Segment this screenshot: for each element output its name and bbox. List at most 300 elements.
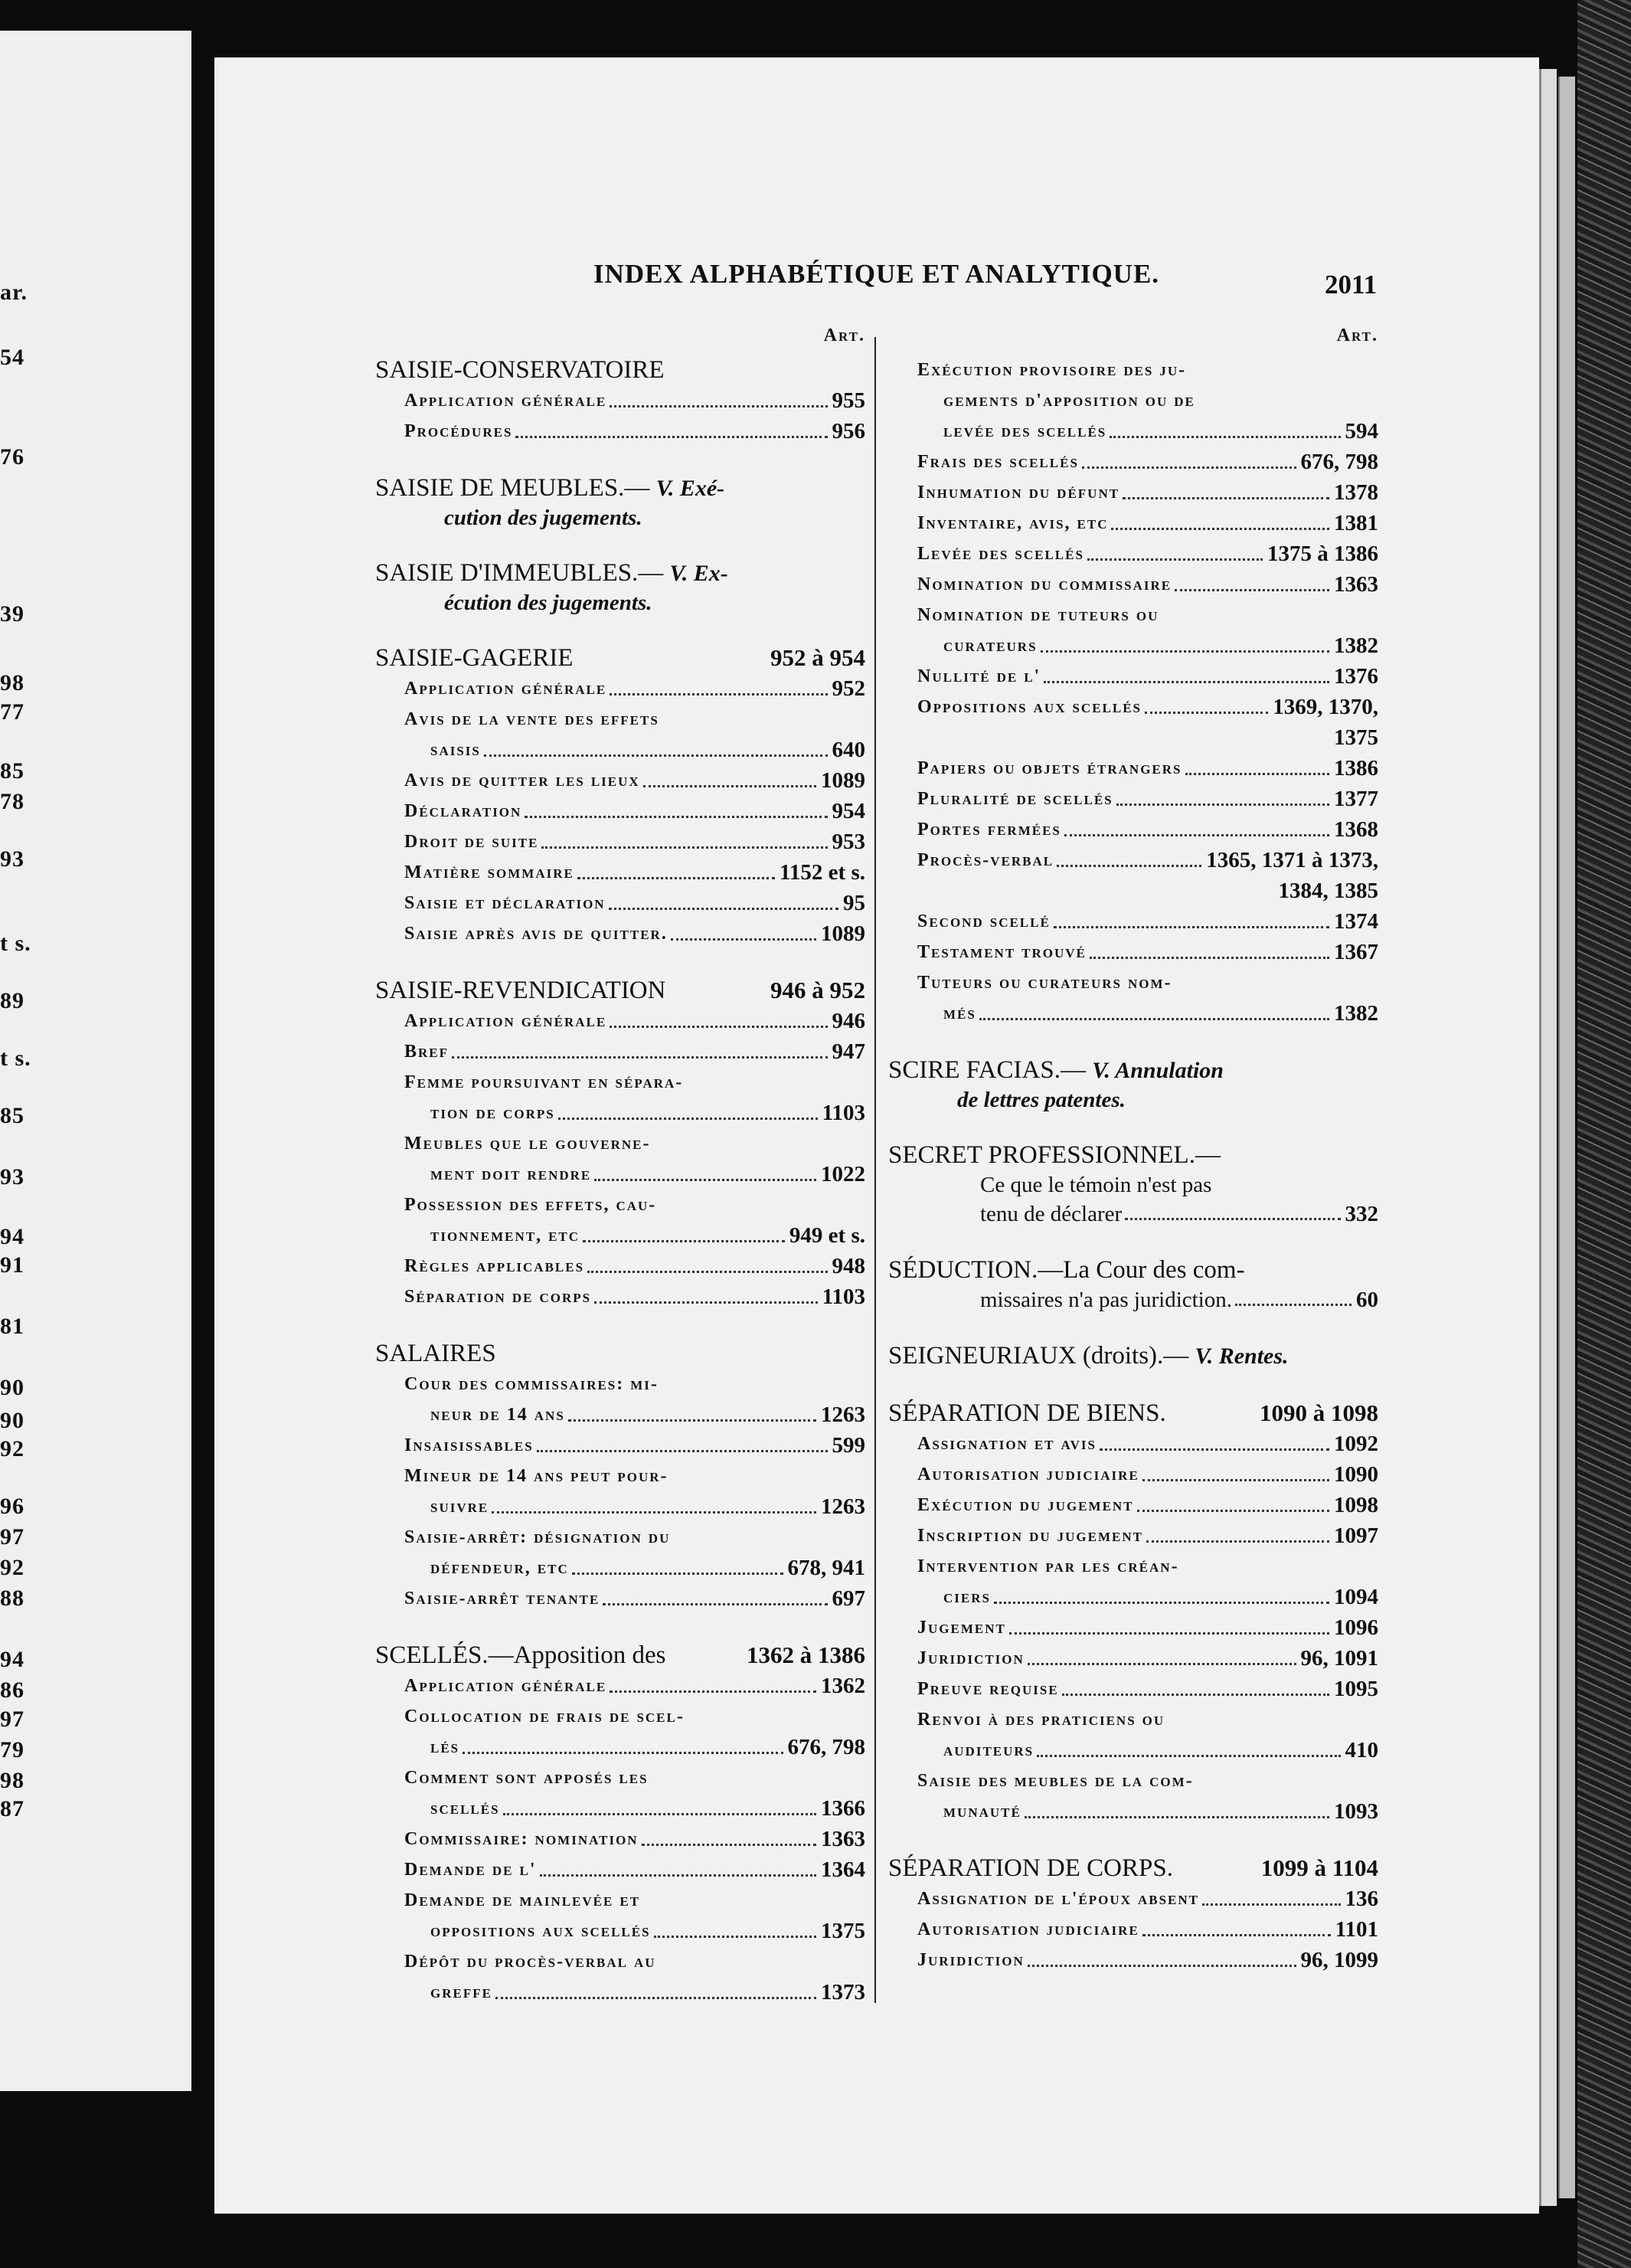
subentry <box>375 1036 865 1067</box>
index-entry <box>888 1140 1378 1229</box>
leader-dots <box>1057 865 1201 867</box>
subentry-label: Saisie-arrêt tenante <box>404 1589 600 1609</box>
leader-dots <box>610 1690 816 1693</box>
left-page-fragment: 96 <box>0 1494 25 1519</box>
subentry <box>888 1735 1378 1766</box>
cross-reference: V. Exé- <box>655 476 725 501</box>
subentry-label: Possession des effets, cau- <box>404 1195 657 1215</box>
subentry-label: Application générale <box>404 1676 607 1696</box>
subentry <box>888 937 1378 967</box>
article-number: 1363 <box>821 1827 865 1851</box>
entry-heading-text: SAISIE D'IMMEUBLES.— <box>375 559 664 587</box>
article-number: 1263 <box>821 1402 865 1427</box>
entry-heading <box>888 1255 1378 1285</box>
index-entry <box>888 355 1378 1029</box>
leader-dots <box>671 938 816 941</box>
subentry <box>375 1006 865 1036</box>
leader-dots <box>594 1179 816 1181</box>
left-page-fragment: 79 <box>0 1737 25 1762</box>
left-page-fragment: 76 <box>0 444 25 470</box>
subentry <box>888 845 1378 875</box>
article-number: 1022 <box>821 1162 865 1186</box>
subentry-label: Inscription du jugement <box>917 1526 1143 1546</box>
article-number: 1103 <box>822 1285 865 1309</box>
article-number: 1382 <box>1334 1001 1378 1026</box>
subentry-label: Exécution provisoire des ju- <box>917 360 1187 380</box>
leader-dots <box>610 405 827 407</box>
subentry-label: Tuteurs ou curateurs nom- <box>917 973 1172 993</box>
index-entry <box>888 1853 1378 1975</box>
subentry-label: Papiers ou objets étrangers <box>917 758 1182 778</box>
leader-dots <box>484 754 828 757</box>
subentry <box>375 1701 865 1732</box>
article-number: 594 <box>1345 419 1378 443</box>
leader-dots <box>594 1301 818 1304</box>
subentry <box>888 661 1378 692</box>
subentry-label: Pluralité de scellés <box>917 789 1113 809</box>
subentry-label: Commissaire: nomination <box>404 1829 639 1849</box>
index-entry <box>375 1338 865 1614</box>
article-number: 1095 <box>1334 1677 1378 1701</box>
subentry-label: Comment sont apposés les <box>404 1768 649 1788</box>
subentry <box>375 1977 865 2008</box>
article-number: 949 et s. <box>789 1223 865 1248</box>
leader-dots <box>1028 1965 1296 1967</box>
subentry-label: Levée des scellés <box>917 544 1084 564</box>
article-number: 697 <box>832 1586 865 1611</box>
subentry <box>375 765 865 796</box>
subentry <box>375 1098 865 1128</box>
subentry <box>888 1914 1378 1945</box>
left-page-fragment: 98 <box>0 670 25 695</box>
subentry <box>888 569 1378 600</box>
subentry-label: Renvoi à des praticiens ou <box>917 1710 1165 1730</box>
subentry <box>375 673 865 704</box>
subentry-label: Preuve requise <box>917 1679 1059 1699</box>
article-number: 1368 <box>1334 817 1378 842</box>
subentry <box>375 918 865 949</box>
subentry <box>888 967 1378 998</box>
subentry <box>888 1674 1378 1704</box>
subentry <box>375 1583 865 1614</box>
entry-article-range: 952 à 954 <box>770 644 865 671</box>
subentry <box>888 784 1378 814</box>
article-number: 1093 <box>1334 1799 1378 1824</box>
cross-reference: V. Ex- <box>669 561 728 586</box>
leader-dots <box>587 1271 827 1273</box>
subentry-label: Inventaire, avis, etc <box>917 513 1109 533</box>
leader-dots <box>1142 1934 1331 1936</box>
article-number: 955 <box>832 388 865 413</box>
subentry-label: greffe <box>430 1982 492 2002</box>
subentry <box>375 1128 865 1159</box>
subentry <box>375 1461 865 1491</box>
leader-dots <box>1025 1816 1329 1818</box>
left-page-fragment: 77 <box>0 699 25 725</box>
subentry <box>375 1067 865 1098</box>
subentry <box>375 704 865 735</box>
subentry-label: Demande de mainlevée et <box>404 1890 641 1910</box>
article-number: 1375 <box>821 1919 865 1943</box>
subentry <box>375 826 865 857</box>
leader-dots <box>452 1056 827 1059</box>
entry-heading-text: SALAIRES <box>375 1340 496 1367</box>
leader-dots <box>1082 466 1296 469</box>
index-entry <box>375 975 865 1312</box>
left-page-fragment: 94 <box>0 1647 25 1672</box>
subentry <box>375 888 865 918</box>
subentry-label: Meubles que le gouverne- <box>404 1134 651 1154</box>
entry-heading-text: SAISIE DE MEUBLES.— <box>375 474 650 502</box>
subentry-label: Avis de quitter les lieux <box>404 771 640 790</box>
subentry <box>375 1399 865 1430</box>
leader-dots <box>642 1844 816 1846</box>
subentry <box>888 814 1378 845</box>
subentry-label: scellés <box>430 1798 500 1818</box>
leader-dots <box>1116 803 1329 806</box>
subentry-label: Nomination de tuteurs ou <box>917 605 1159 625</box>
left-page-fragment: 90 <box>0 1408 25 1433</box>
leader-dots <box>1028 1663 1296 1665</box>
subentry-label: Juridiction <box>917 1648 1025 1668</box>
article-number: 1364 <box>821 1857 865 1882</box>
subentry-label: ciers <box>943 1587 991 1607</box>
leader-dots <box>1054 926 1329 928</box>
subentry <box>375 1793 865 1824</box>
leader-dots <box>515 436 827 438</box>
left-page-fragment: 54 <box>0 345 25 370</box>
article-number: 953 <box>832 830 865 854</box>
subentry <box>375 1491 865 1522</box>
entry-article-range: 1362 à 1386 <box>747 1641 865 1668</box>
article-number: 1089 <box>821 921 865 946</box>
leader-dots <box>558 1118 818 1120</box>
leader-dots <box>1009 1632 1329 1635</box>
leader-dots <box>1142 1479 1329 1481</box>
leader-dots <box>1111 528 1329 530</box>
subentry <box>888 998 1378 1029</box>
subentry <box>888 416 1378 447</box>
subentry-label: Assignation de l'époux absent <box>917 1889 1199 1909</box>
leader-dots <box>1062 1694 1329 1696</box>
index-column-left <box>375 326 865 2034</box>
article-number: 1375 à 1386 <box>1267 542 1378 566</box>
left-page-fragment: 81 <box>0 1314 25 1339</box>
article-number: 1369, 1370, <box>1273 695 1378 719</box>
subentry-label: Déclaration <box>404 801 522 821</box>
leader-dots <box>994 1602 1329 1604</box>
subentry-label: Inhumation du défunt <box>917 483 1120 502</box>
article-number: 1376 <box>1334 664 1378 689</box>
leader-dots <box>568 1419 816 1422</box>
running-title: INDEX ALPHABÉTIQUE ET ANALYTIQUE. <box>593 259 1160 289</box>
subentry-label: Application générale <box>404 679 607 699</box>
leader-dots <box>1110 436 1340 438</box>
subentry-label: Collocation de frais de scel- <box>404 1707 685 1726</box>
subentry-label: Mineur de 14 ans peut pour- <box>404 1466 668 1486</box>
leader-dots <box>1044 681 1329 683</box>
subentry <box>375 1824 865 1854</box>
entry-heading-text: SEIGNEURIAUX (droits).— <box>888 1342 1189 1370</box>
leader-dots <box>1175 589 1329 591</box>
entry-heading-text: SAISIE-GAGERIE <box>375 644 574 672</box>
subentry <box>888 1796 1378 1827</box>
subentry <box>375 385 865 416</box>
index-column-right <box>888 326 1378 2001</box>
entry-heading <box>375 643 865 673</box>
subentry-label: Bref <box>404 1042 449 1062</box>
subentry <box>888 477 1378 508</box>
subentry-text <box>888 1199 1378 1229</box>
article-number: 678, 941 <box>787 1556 865 1580</box>
subentry-label: défendeur, etc <box>430 1558 569 1578</box>
subentry <box>888 1612 1378 1643</box>
subentry-label: Insaisissables <box>404 1435 534 1455</box>
article-number: 1375 <box>1334 725 1378 750</box>
subentry <box>888 508 1378 538</box>
left-page-fragment: 87 <box>0 1796 25 1821</box>
article-number: 676, 798 <box>1300 450 1378 474</box>
article-number: 1374 <box>1334 909 1378 934</box>
article-number: 956 <box>832 419 865 443</box>
subentry-label: Juridiction <box>917 1950 1025 1970</box>
subentry-label: neur de 14 ans <box>430 1405 565 1425</box>
left-page-fragment: ar. <box>0 280 28 305</box>
article-number: 1103 <box>822 1101 865 1125</box>
subentry-label: Portes fermées <box>917 820 1061 839</box>
entry-heading-text: SCELLÉS.—Apposition des <box>375 1641 666 1669</box>
subentry-label: oppositions aux scellés <box>430 1921 651 1941</box>
leader-dots <box>1064 834 1329 836</box>
subentry-label: ment doit rendre <box>430 1164 592 1184</box>
subentry-label: Frais des scellés <box>917 452 1079 472</box>
subentry <box>888 600 1378 630</box>
article-number: 640 <box>832 738 865 762</box>
left-page-fragment: 98 <box>0 1768 25 1793</box>
subentry <box>375 416 865 447</box>
subentry-label: saisis <box>430 740 481 760</box>
subentry-label: Saisie et déclaration <box>404 893 606 913</box>
article-number: 1386 <box>1334 756 1378 781</box>
article-number: 1152 et s. <box>780 860 865 885</box>
subentry <box>375 1946 865 1977</box>
subentry <box>888 692 1378 722</box>
article-number: 948 <box>832 1254 865 1278</box>
article-number: 60 <box>1356 1288 1378 1312</box>
entry-heading-text: SÉPARATION DE CORPS. <box>888 1854 1173 1882</box>
index-entry <box>375 643 865 949</box>
column-divider <box>874 337 876 2003</box>
entry-heading <box>888 1398 1378 1429</box>
left-page-fragment: 89 <box>0 988 25 1013</box>
left-page-fragment: 97 <box>0 1524 25 1550</box>
leader-dots <box>495 1997 816 1999</box>
subentry <box>375 1190 865 1220</box>
cross-reference-cont: de lettres patentes. <box>957 1088 1126 1112</box>
subentry <box>375 1522 865 1553</box>
article-number: 1381 <box>1334 511 1378 535</box>
subentry-label: Second scellé <box>917 911 1051 931</box>
article-number: 96, 1091 <box>1300 1646 1378 1671</box>
subentry <box>375 735 865 765</box>
subentry-label: Matière sommaire <box>404 862 574 882</box>
leader-dots <box>610 693 827 695</box>
subentry <box>888 1582 1378 1612</box>
left-page-fragment: 92 <box>0 1555 25 1580</box>
cross-reference: V. Annulation <box>1092 1058 1224 1083</box>
entry-article-range: 946 à 952 <box>770 977 865 1003</box>
leader-dots <box>1123 497 1329 499</box>
article-number: 1363 <box>1334 572 1378 597</box>
subentry-label: Jugement <box>917 1618 1006 1638</box>
subentry <box>888 355 1378 385</box>
subentry <box>375 1732 865 1762</box>
page-edge <box>1539 69 1557 2206</box>
index-entry <box>375 1640 865 2008</box>
leader-dots <box>541 846 827 849</box>
entry-heading <box>375 975 865 1006</box>
entry-list <box>888 355 1378 1975</box>
leader-dots <box>583 1240 785 1242</box>
article-number: 1362 <box>821 1674 865 1698</box>
leader-dots <box>525 816 827 818</box>
article-column-label: Art. <box>823 326 865 345</box>
subentry <box>375 1671 865 1701</box>
subentry-label: missaires n'a pas juridiction. <box>980 1288 1232 1312</box>
subentry <box>888 1520 1378 1551</box>
subentry-label: Saisie des meubles de la com- <box>917 1771 1194 1791</box>
leader-dots <box>1087 558 1263 561</box>
article-number: 410 <box>1345 1738 1378 1762</box>
article-number: 952 <box>832 676 865 701</box>
subentry <box>888 1490 1378 1520</box>
left-page-fragment: 97 <box>0 1707 25 1732</box>
article-number: 1365, 1371 à 1373, <box>1206 848 1378 872</box>
left-page-fragment: 78 <box>0 789 25 814</box>
entry-article-range: 1099 à 1104 <box>1260 1854 1378 1881</box>
article-number: 1097 <box>1334 1523 1378 1548</box>
subentry-label: Nomination du commissaire <box>917 574 1172 594</box>
article-number: 946 <box>832 1009 865 1033</box>
subentry <box>888 447 1378 477</box>
cross-reference-cont: écution des jugements. <box>444 591 652 615</box>
leader-dots <box>603 1603 827 1605</box>
subentry-label: Application générale <box>404 391 607 411</box>
article-number: 947 <box>832 1039 865 1064</box>
subentry-label: curateurs <box>943 636 1038 656</box>
subentry-label: Dépôt du procès-verbal au <box>404 1952 656 1972</box>
entry-heading <box>888 1140 1378 1170</box>
subentry-label: Autorisation judiciaire <box>917 1465 1139 1484</box>
article-number: 954 <box>832 799 865 823</box>
entry-heading <box>375 1338 865 1369</box>
subentry <box>888 1459 1378 1490</box>
leader-dots <box>610 1026 827 1028</box>
article-number: 1367 <box>1334 940 1378 964</box>
article-number: 1377 <box>1334 787 1378 811</box>
subentry-label: Règles applicables <box>404 1256 585 1276</box>
marbled-endpaper <box>1577 0 1631 2268</box>
subentry <box>888 1704 1378 1735</box>
article-number: 1263 <box>821 1494 865 1519</box>
left-page-fragment: 86 <box>0 1677 25 1703</box>
leader-dots <box>1235 1304 1352 1306</box>
left-page-fragment: 90 <box>0 1375 25 1400</box>
subentry-label: Avis de la vente des effets <box>404 709 659 729</box>
subentry-label: munauté <box>943 1802 1021 1821</box>
subentry <box>888 630 1378 661</box>
leader-dots <box>462 1752 783 1754</box>
subentry-label: tionnement, etc <box>430 1226 580 1245</box>
subentry <box>888 722 1378 753</box>
leader-dots <box>577 877 775 879</box>
subentry <box>888 875 1378 906</box>
entry-article-range: 1090 à 1098 <box>1260 1399 1378 1426</box>
article-number: 1098 <box>1334 1493 1378 1517</box>
adjacent-left-page <box>0 31 191 2091</box>
leader-dots <box>540 1874 816 1877</box>
leader-dots <box>1145 712 1268 714</box>
subentry-label: Nullité de l' <box>917 666 1041 686</box>
index-entry <box>888 1055 1378 1114</box>
leader-dots <box>572 1573 783 1575</box>
article-number: 1096 <box>1334 1615 1378 1640</box>
article-number: 1092 <box>1334 1432 1378 1456</box>
subentry <box>375 1251 865 1281</box>
leader-dots <box>1125 1218 1340 1220</box>
subentry <box>888 1766 1378 1796</box>
subentry <box>888 1643 1378 1674</box>
left-page-fragment: 85 <box>0 1103 25 1128</box>
cross-reference: V. Rentes. <box>1195 1343 1289 1369</box>
subentry-label: Femme poursuivant en sépara- <box>404 1072 684 1092</box>
subentry <box>375 1220 865 1251</box>
article-number: 599 <box>832 1433 865 1458</box>
cross-reference-cont: cution des jugements. <box>444 506 642 530</box>
left-page-fragment: 92 <box>0 1436 25 1461</box>
left-page-fragment: 91 <box>0 1252 25 1278</box>
leader-dots <box>537 1450 828 1452</box>
entry-heading-text: SÉPARATION DE BIENS. <box>888 1399 1166 1427</box>
subentry <box>375 1916 865 1946</box>
subentry <box>888 1429 1378 1459</box>
subentry-label: Exécution du jugement <box>917 1495 1134 1515</box>
left-page-fragment: 39 <box>0 601 25 627</box>
subentry-label: gements d'apposition ou de <box>943 391 1195 411</box>
index-entry <box>375 473 865 532</box>
subentry <box>888 1945 1378 1975</box>
subentry-label: levée des scellés <box>943 421 1107 441</box>
subentry-label: tenu de déclarer <box>980 1202 1123 1226</box>
leader-dots <box>1146 1540 1329 1543</box>
subentry-label: lés <box>430 1737 460 1757</box>
subentry-label: Demande de l' <box>404 1860 537 1880</box>
subentry-label: Testament trouvé <box>917 942 1087 962</box>
leader-dots <box>1041 650 1329 653</box>
entry-heading-text: SÉDUCTION.—La Cour des com- <box>888 1256 1245 1284</box>
entry-heading <box>888 1340 1378 1372</box>
left-page-fragment: 88 <box>0 1586 25 1611</box>
leader-dots <box>643 785 816 787</box>
subentry <box>375 1430 865 1461</box>
leader-dots <box>979 1018 1329 1020</box>
subentry-label: auditeurs <box>943 1740 1034 1760</box>
article-number: 676, 798 <box>787 1735 865 1759</box>
entry-heading-text: SAISIE-REVENDICATION <box>375 977 666 1004</box>
subentry-label: suivre <box>430 1497 489 1517</box>
subentry-label: Application générale <box>404 1011 607 1031</box>
article-number: 1101 <box>1335 1917 1378 1942</box>
